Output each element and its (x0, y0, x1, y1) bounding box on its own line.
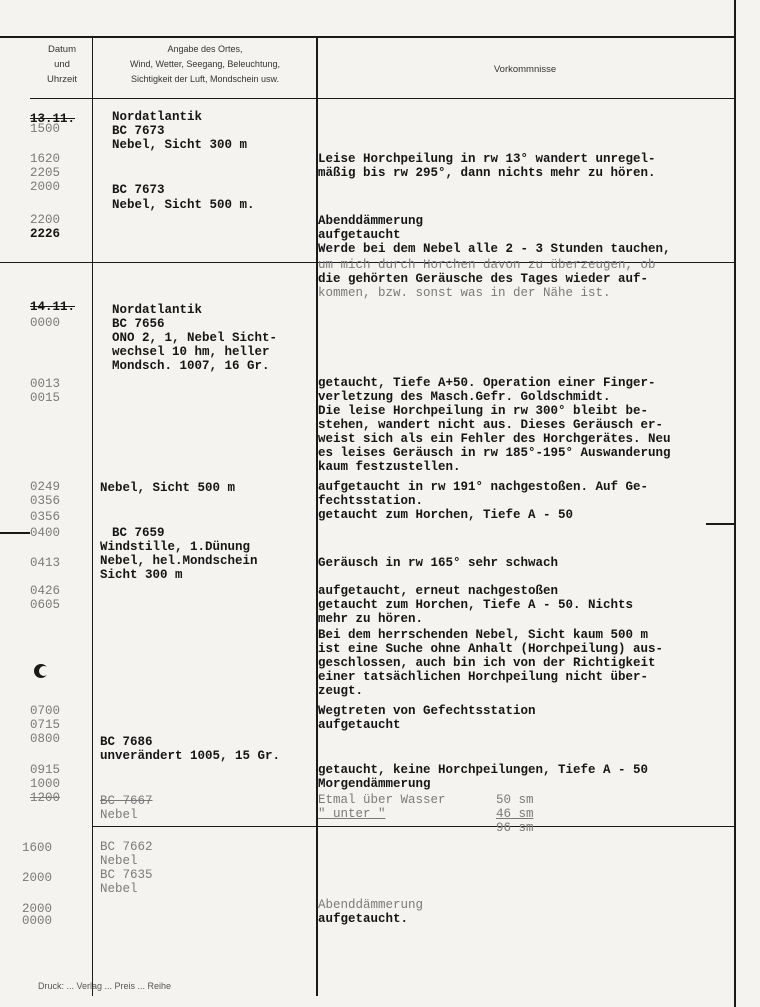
time-entry: 0800 (30, 732, 61, 746)
event-line: die gehörten Geräusche des Tages wieder auf- (318, 272, 649, 286)
time-entry: 2226 (30, 227, 61, 241)
place-column-header (96, 42, 314, 87)
time-entry: 0000 (22, 914, 53, 928)
event-line: aufgetaucht (318, 718, 401, 732)
day-separator-2 (93, 826, 734, 827)
date-entry: 13.11. (30, 112, 76, 126)
place-entry: Sicht 300 m (100, 568, 183, 582)
place-entry: Nebel (100, 854, 138, 868)
place-entry: BC 7635 (100, 868, 153, 882)
time-entry: 2000 (22, 871, 53, 885)
place-entry: Nebel (100, 882, 138, 896)
right-page-edge (734, 0, 736, 1007)
event-line: um mich durch Horchen davon zu überzeugen, ob (318, 258, 656, 272)
event-line: Leise Horchpeilung in rw 13° wandert unregel- (318, 152, 656, 166)
event-line: Geräusch in rw 165° sehr schwach (318, 556, 559, 570)
etmal-value: 96 sm (496, 821, 534, 835)
place-entry: Nebel, Sicht 300 m (112, 138, 248, 152)
time-entry: 0715 (30, 718, 61, 732)
etmal-value: 50 sm (496, 793, 534, 807)
time-entry: 0000 (30, 316, 61, 330)
place-entry: BC 7656 (112, 317, 165, 331)
event-line: getaucht zum Horchen, Tiefe A - 50 (318, 508, 574, 522)
events-header: Vorkommnisse (493, 64, 557, 75)
etmal-label: Etmal über Wasser (318, 793, 446, 807)
event-line: geschlossen, auch bin ich von der Richtigkeit (318, 656, 656, 670)
event-line: fechtsstation. (318, 494, 424, 508)
header-bottom-border (30, 98, 735, 99)
place-entry: BC 7667 (100, 794, 153, 808)
event-line: aufgetaucht (318, 228, 401, 242)
event-line: Bei dem herrschenden Nebel, Sicht kaum 500 m (318, 628, 649, 642)
event-line: Abenddämmerung (318, 898, 424, 912)
event-line: es leises Geräusch in rw 185°-195° Auswanderung (318, 446, 671, 460)
place-entry: Nebel, Sicht 500 m (100, 481, 236, 495)
event-line: kaum festzustellen. (318, 460, 461, 474)
events-column-header (318, 62, 732, 77)
event-line: getaucht, keine Horchpeilungen, Tiefe A - 50 (318, 763, 649, 777)
place-header-line: Sichtigkeit der Luft, Mondschein usw. (130, 74, 280, 84)
etmal-label: " unter " (318, 807, 386, 821)
date-column-header (34, 42, 90, 87)
place-entry: BC 7673 (112, 124, 165, 138)
event-line: kommen, bzw. sonst was in der Nähe ist. (318, 286, 611, 300)
time-entry: 0426 (30, 584, 61, 598)
time-entry: 0249 (30, 480, 61, 494)
time-entry: 0356 (30, 494, 61, 508)
event-line: weist sich als ein Fehler des Horchgerätes. Neu (318, 432, 671, 446)
event-line: aufgetaucht in rw 191° nachgestoßen. Auf Ge- (318, 480, 649, 494)
time-entry: 2000 (22, 902, 53, 916)
place-entry: BC 7662 (100, 840, 153, 854)
place-header-line: Wind, Wetter, Seegang, Beleuchtung, (130, 59, 280, 69)
place-entry: Windstille, 1.Dünung (100, 540, 251, 554)
place-entry: Nordatlantik (112, 110, 203, 124)
place-header-line: Angabe des Ortes, (167, 44, 243, 54)
time-entry: 0413 (30, 556, 61, 570)
event-line: mäßig bis rw 295°, dann nichts mehr zu hören. (318, 166, 656, 180)
date-header-line: Uhrzeit (46, 74, 78, 85)
time-entry: 1620 (30, 152, 61, 166)
event-line: getaucht zum Horchen, Tiefe A - 50. Nichts (318, 598, 634, 612)
place-entry: Nebel, Sicht 500 m. (112, 198, 255, 212)
time-entry: 1500 (30, 122, 61, 136)
event-line: einer tatsächlichen Horchpeilung nicht über- (318, 670, 649, 684)
time-entry: 0400 (30, 526, 61, 540)
date-column-divider (92, 36, 93, 996)
time-entry: 0015 (30, 391, 61, 405)
etmal-value: 46 sm (496, 807, 534, 821)
event-line: Wegtreten von Gefechtsstation (318, 704, 536, 718)
place-entry: Nebel (100, 808, 138, 822)
date-header-line: und (54, 59, 70, 70)
time-entry: 1000 (30, 777, 61, 791)
place-entry: Mondsch. 1007, 16 Gr. (112, 359, 270, 373)
moon-phase-icon (33, 662, 49, 685)
event-line: Abenddämmerung (318, 214, 424, 228)
place-entry: BC 7686 (100, 735, 153, 749)
date-entry: 14.11. (30, 300, 76, 314)
place-entry: BC 7673 (112, 183, 165, 197)
event-line: getaucht, Tiefe A+50. Operation einer Finger- (318, 376, 656, 390)
event-line: zeugt. (318, 684, 364, 698)
time-entry: 2205 (30, 166, 61, 180)
time-entry: 0013 (30, 377, 61, 391)
margin-dash (0, 532, 30, 534)
printer-imprint: Druck: ... Verlag ... Preis ... Reihe (38, 981, 172, 991)
event-line: Die leise Horchpeilung in rw 300° bleibt be- (318, 404, 649, 418)
time-entry: 1600 (22, 841, 53, 855)
place-entry: ONO 2, 1, Nebel Sicht- (112, 331, 278, 345)
place-entry: unverändert 1005, 15 Gr. (100, 749, 281, 763)
place-entry: BC 7659 (112, 526, 165, 540)
time-entry: 2200 (30, 213, 61, 227)
event-line: ist eine Suche ohne Anhalt (Horchpeilung) aus- (318, 642, 664, 656)
place-entry: wechsel 10 hm, heller (112, 345, 270, 359)
time-entry: 0700 (30, 704, 61, 718)
time-entry: 0915 (30, 763, 61, 777)
time-entry: 1200 (30, 791, 61, 805)
time-entry: 0356 (30, 510, 61, 524)
margin-dash-right (706, 523, 734, 525)
place-entry: Nebel, hel.Mondschein (100, 554, 258, 568)
event-line: mehr zu hören. (318, 612, 424, 626)
event-line: aufgetaucht, erneut nachgestoßen (318, 584, 559, 598)
event-line: Werde bei dem Nebel alle 2 - 3 Stunden tauchen, (318, 242, 671, 256)
time-entry: 0605 (30, 598, 61, 612)
top-border (0, 36, 735, 38)
date-header-line: Datum (48, 44, 76, 55)
event-line: Morgendämmerung (318, 777, 431, 791)
event-line: stehen, wandert nicht aus. Dieses Geräusch er- (318, 418, 664, 432)
event-line: verletzung des Masch.Gefr. Goldschmidt. (318, 390, 611, 404)
time-entry: 2000 (30, 180, 61, 194)
place-entry: Nordatlantik (112, 303, 203, 317)
event-line: aufgetaucht. (318, 912, 409, 926)
